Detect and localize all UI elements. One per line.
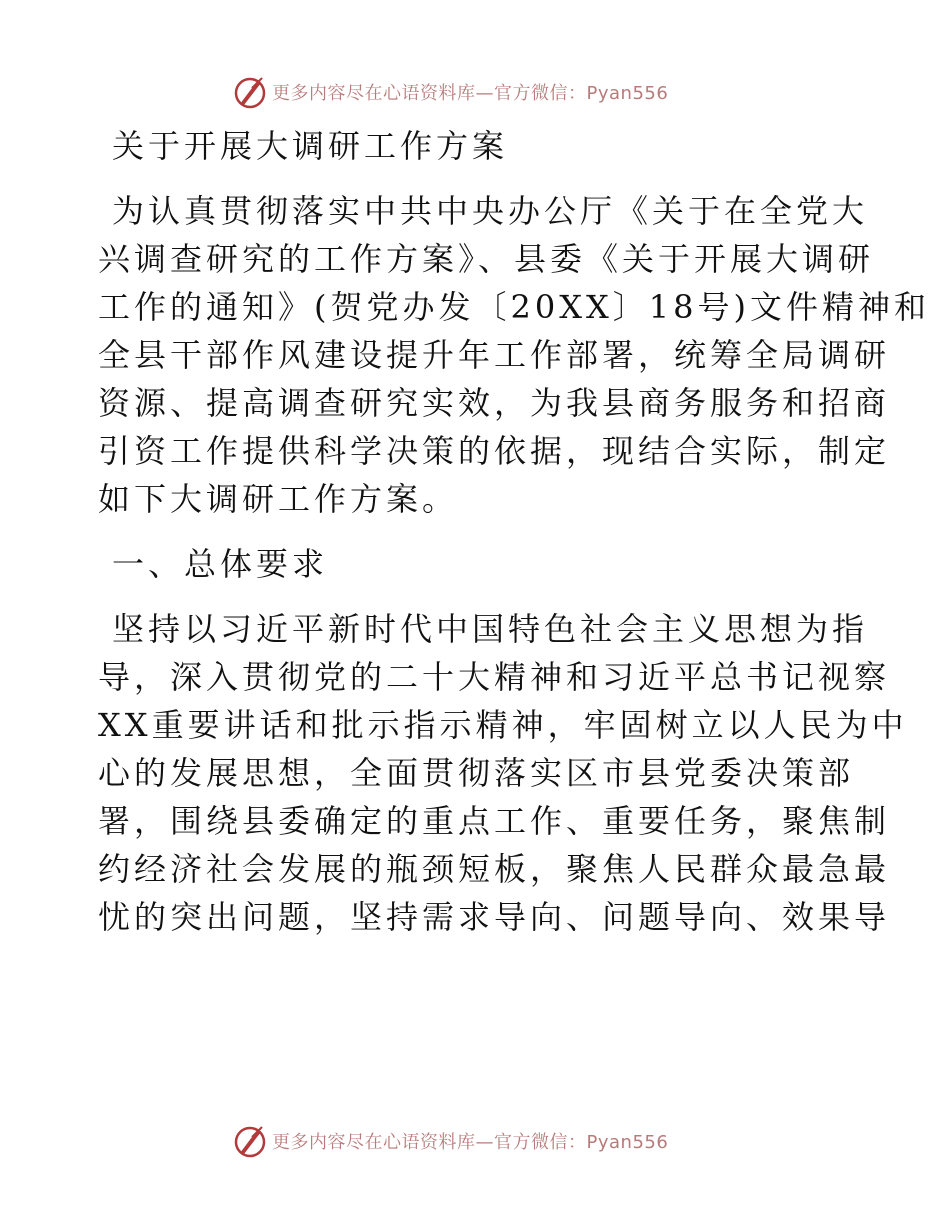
quill-pen-circle-icon (232, 74, 268, 110)
paragraph-line: 全县干部作风建设提升年工作部署，统筹全局调研 (98, 336, 891, 374)
header-watermark-banner (232, 72, 668, 112)
paragraph-line: 资源、提高调查研究实效，为我县商务服务和招商 (98, 384, 891, 422)
paragraph-line: 署，围绕县委确定的重点工作、重要任务，聚焦制 (98, 802, 891, 840)
paragraph-line: 心的发展思想，全面贯彻落实区市县党委决策部 (98, 754, 855, 792)
paragraph-line: 坚持以习近平新时代中国特色社会主义思想为指 (112, 610, 869, 648)
paragraph-line: 约经济社会发展的瓶颈短板，聚焦人民群众最急最 (98, 850, 891, 888)
watermark-text: 更多内容尽在心语资料库—官方微信：Pyan556 (272, 1132, 669, 1153)
paragraph-line: 引资工作提供科学决策的依据，现结合实际，制定 (98, 432, 891, 470)
paragraph-line: 工作的通知》(贺党办发〔20XX〕18号)文件精神和 (98, 288, 930, 326)
document-body (98, 122, 930, 941)
quill-pen-circle-icon (232, 1123, 268, 1159)
paragraph-line: 如下大调研工作方案。 (98, 480, 459, 518)
paragraph-line: 导，深入贯彻党的二十大精神和习近平总书记视察 (98, 658, 891, 696)
paragraph-line: 忧的突出问题，坚持需求导向、问题导向、效果导 (98, 898, 891, 936)
paragraph-intro (98, 187, 930, 523)
paragraph-general-requirements (98, 605, 908, 941)
paragraph-line: 兴调查研究的工作方案》、县委《关于开展大调研 (98, 240, 875, 278)
document-title: 关于开展大调研工作方案 (112, 127, 509, 165)
footer-watermark-banner (232, 1121, 668, 1161)
section-heading: 一、总体要求 (112, 545, 329, 583)
paragraph-line: XX重要讲话和批示指示精神，牢固树立以人民为中 (98, 706, 908, 744)
paragraph-line: 为认真贯彻落实中共中央办公厅《关于在全党大 (112, 192, 869, 230)
watermark-text: 更多内容尽在心语资料库—官方微信：Pyan556 (272, 83, 669, 104)
